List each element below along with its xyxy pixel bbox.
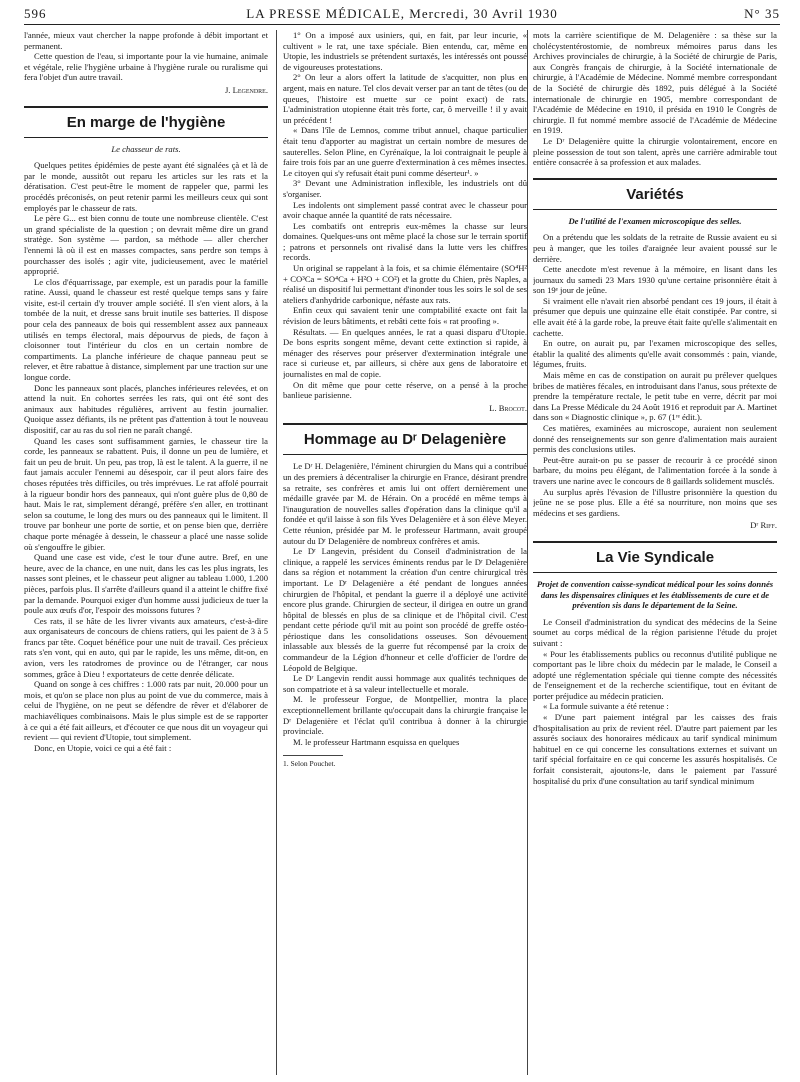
paragraph: Le père G... est bien connu de toute une nombreuse clientèle. C'est un grand spécialiste de la question ; on devrait même dire un grand stratège. Son système — pardon, sa méthode — aller chercher l'ennemi là où il est en masses compactes, sans perdre son temps à pourchasser des isolés ; agir vite, judicieusement, avec le matériel approprié. xyxy=(24,213,268,277)
article-subtitle: Projet de convention caisse-syndicat médical pour les soins donnés dans les dispensaires cliniques et les établissements de cure et de prévention sis dans le département de la Seine. xyxy=(536,578,774,611)
section-title: La Vie Syndicale xyxy=(595,548,715,566)
paragraph: Le Dʳ H. Delagenière, l'éminent chirurgien du Mans qui a contribué un des premiers à décentraliser la chirurgie en France, désirant prendre sa retraite, ses confrères et amis lui ont offert dernièrement une médaille gravée par M. de Hérain. On a procédé en même temps à l'inauguration de nouvelles salles d'opération dans la clinique qu'il a fondée et qu'il laisse à son fils Yves Delagenière et à son élève Meyer. Cette réunion, présidée par M. le professeur Hartmann, avait groupé autour du Dʳ Delagenière de nombreux confrères et amis. xyxy=(283,461,527,546)
author-signature: J. Legendre. xyxy=(224,84,268,95)
paragraph: Donc les panneaux sont placés, planches inférieures relevées, et on attend la nuit. En cohortes serrées les rats, qui ont été sont des animaux aux habitudes régulières, arrivent au festin journalier. Quoique assez défiants, ils ne prêtent pas d'attention à tout le nouveau dispositif, car au ras du sol rien ne paraît changé. xyxy=(24,382,268,435)
page-number: 596 xyxy=(24,6,47,21)
paragraph: Si vraiment elle n'avait rien absorbé pendant ces 19 jours, il était à présumer que depuis une quinzaine elle était constipée. Par contre, si elle avait été à la garde robe, la preuve était faite qu'elle s'alimentait en cachette. xyxy=(533,295,777,338)
paragraph: 3° Devant une Administration inflexible, les industriels ont dû s'organiser. xyxy=(283,178,527,199)
paragraph: Ces rats, il se hâte de les livrer vivants aux amateurs, c'est-à-dire aux organisateurs de concours de chiens ratiers, qui les paient de 3 à 5 francs par tête. Coquet bénéfice pour une nuit de travail. Ces précieux rats s'en vont, qui en auto, qui par le rapide, les uns même, dit-on, en avion, vers les ratodromes de province ou de l'étranger, car nous sommes, grâce à Dieu ! exportateurs de cette denrée délicate. xyxy=(24,615,268,679)
paragraph: 1° On a imposé aux usiniers, qui, en fait, par leur incurie, « cultivent » le rat, une taxe spéciale. Bien entendu, car, même en Utopie, les industriels se prétendent surtaxés, les intéressés ont poussé de vigoureuses protestations. xyxy=(283,30,527,72)
paragraph: Cette question de l'eau, si importante pour la vie humaine, animale et végétale, relie l'hygiène urbaine à l'hygiène rurale ou ruralisme qui fera l'objet d'un autre travail. xyxy=(24,51,268,83)
paragraph: « La formule suivante a été retenue : xyxy=(543,701,669,712)
section-header xyxy=(24,106,268,138)
paragraph: Le Conseil d'administration du syndicat des médecins de la Seine soumet au corps médical de la région parisienne l'étude du projet suivant : xyxy=(533,616,777,648)
column-divider xyxy=(276,30,277,1075)
issue-number: N° 35 xyxy=(744,6,780,21)
paragraph: Le clos d'équarrissage, par exemple, est un paradis pour la famille ratine. Aussi, quand le chasseur est resté quelque temps sans y faire visite, est-il certain d'y trouver ample société. Il s'en vient alors, à la tombée de la nuit, et dresse sans bruit inutile ses batteries. Il dispose pour cela des panneaux de bois qui ressemblent assez aux panneaux utilisés en temps électoral, mais dépourvus de pieds, de façon à cloisonner tout l'intérieur du clos en un certain nombre de compartiments. La planche inférieure de chaque panneau peut se relever, et être rabattue à distance, simplement par une traction sur une longue corde. xyxy=(24,276,268,383)
paragraph: En outre, on aurait pu, par l'examen microscopique des selles, établir la qualité des aliments qu'elle avait consommés : pain, viande, légumes, fruits. xyxy=(533,338,777,370)
section-header xyxy=(533,178,777,210)
paragraph: Peut-être aurait-on pu se passer de recourir à ce procédé sinon barbare, du moins peu élégant, de l'alimentation forcée à la sonde à travers une narine avec le concours de 8 gaillards solidement musclés. xyxy=(533,454,777,486)
column-2 xyxy=(283,30,527,1075)
paragraph: Mais même en cas de constipation on aurait pu prélever quelques bribes de matières fécales, en introduisant dans l'anus, sous prétexte de prendre la température rectale, le petit tube en verre, décrit par moi dans La Presse Médicale du 24 Août 1916 et reproduit par A. Martinet dans son « Diagnostic clinique », p. 67 (1ʳᵉ édit.). xyxy=(533,370,777,423)
article-subtitle: Le chasseur de rats. xyxy=(111,143,181,154)
paragraph: l'année, mieux vaut chercher la nappe profonde à débit important et permanent. xyxy=(24,30,268,51)
paragraph: M. le professeur Hartmann esquissa en quelques xyxy=(293,736,460,747)
author-signature: L. Brocot. xyxy=(489,402,527,413)
paragraph: Un original se rappelant à la fois, et sa chimie élémentaire (SO⁴H² + CO³Ca = SO⁴Ca + H²O + CO²) et la grotte du Chien, près Naples, a réalisé un dispositif lui permettant d'inonder tous les soirs le sol de ses ateliers d'anhydride carbonique, néfaste aux rats. xyxy=(283,263,527,305)
paragraph: Donc, en Utopie, voici ce qui a été fait : xyxy=(34,742,172,753)
paragraph: Le Dʳ Delagenière quitte la chirurgie volontairement, encore en pleine possession de tout son talent, après une carrière admirable tout entière consacrée à sa profession et aux malades. xyxy=(533,135,777,168)
paragraph: Les indolents ont simplement passé contrat avec le chasseur pour avoir chaque année la quantité de rats nécessaire. xyxy=(283,199,527,221)
footnote-rule xyxy=(283,755,343,756)
article-subtitle: De l'utilité de l'examen microscopique des selles. xyxy=(568,215,742,226)
section-header xyxy=(533,541,777,573)
quotation: « Dans l'île de Lemnos, comme tribut annuel, chaque particulier était tenu d'apporter au magistrat un certain nombre de mesures de sauterelles. Selon Pline, en Cyrénaïque, la loi contraignait le peuple à faire trois fois par an une guerre d'extermination à ces mêmes insectes. Le citoyen qui s'y refusait était puni comme déserteur¹. » xyxy=(283,125,527,178)
paragraph: Quand on songe à ces chiffres : 1.000 rats par nuit, 20.000 pour un mois, et qu'on se place non plus au point de vue du commerce, mais à celui de l'hygiène, on ne peut se défendre de rêver et d'élaborer de machiavéliques combinaisons. Mais le plus simple est de se rapporter à ce qui a été fait ailleurs, et d'écouter ce que nous dit un voyageur qui revient — qui revient d'Utopie, tout simplement. xyxy=(24,679,268,743)
paragraph: M. le professeur Forgue, de Montpellier, montra la place exceptionnellement brillante qu'occupait dans la chirurgie française le Dʳ Delagenière et l'éclat qu'il contribua à donner à la chirurgie provinciale. xyxy=(283,694,527,737)
column-1 xyxy=(24,30,268,1075)
section-title: Hommage au Dʳ Delagenière xyxy=(303,431,507,449)
paragraph: Quand une case est vide, c'est le tour d'une autre. Bref, en une heure, avec de la chance, en une nuit, dans les cas les plus ingrats, les nasses sont pleines, et le chasseur peut aligner au tableau 1.000, 1.200 pièces, parfois plus. Il s'arrête d'ailleurs quand il a atteint le chiffre fixé par la demande. Pourquoi exiger d'un homme aussi judicieux de tuer la poule aux œufs d'or, l'espoir des moissons futures ? xyxy=(24,552,268,616)
paragraph: Le Dʳ Langevin, président du Conseil d'administration de la clinique, a rappelé les services éminents rendus par le Dʳ Delagenière dans sa région et notamment la création d'un centre chirurgical très important. Le Dʳ Delagenière a été pendant de longues années chirurgien de l'hôpital, et pendant la guerre il a déployé une activité encore plus grande. Chirurgien de secteur, il dirigea en outre un grand hôpital de blessés en plus de sa clinique et de l'hôpital civil. C'est pendant cette période qu'il mit au point son procédé de greffe ostéo-périostique dans les consolidations osseuses. Son dévouement inlassable aux blessés de la guerre fut récompensé par la croix de commandeur de la Légion d'honneur et celle d'officier de l'ordre de Léopold de Belgique. xyxy=(283,546,527,673)
paragraph: Résultats. — En quelques années, le rat a quasi disparu d'Utopie. De bons esprits songent même, devant cette extinction si rapide, à ménager des réserves pour préserver d'extermination intégrale une race si curieuse et, par ailleurs, si chère aux gens de laboratoire et journalistes en mal de copie. xyxy=(283,326,527,379)
section-title: En marge de l'hygiène xyxy=(66,113,226,131)
paragraph: Enfin ceux qui savaient tenir une comptabilité exacte ont fait la révision de leurs bâtiments, et rebâti cette fois « rat proofing ». xyxy=(283,305,527,327)
paragraph: Le Dʳ Langevin rendit aussi hommage aux qualités techniques de son compatriote et à sa valeur intellectuelle et morale. xyxy=(283,673,527,694)
journal-title: LA PRESSE MÉDICALE, Mercredi, 30 Avril 1930 xyxy=(246,6,558,21)
paragraph: « D'une part paiement intégral par les caisses des frais d'hospitalisation au prix de revient réel. D'autre part paiement par les assurés sociaux des honoraires médicaux au tarif syndical minimum habituel en ce qui concerne les consultations externes et suivant un tarif spécial forfaitaire en ce qui concerne les assurés hospitalisés. Ce forfait consisterait, ajoutons-le, dans le paiement par l'assuré hospitalisé du prix d'une consultation au tarif syndical minimum xyxy=(533,712,777,786)
section-header xyxy=(283,423,527,455)
header-rule xyxy=(24,24,780,25)
footnote: 1. Selon Pouchet. xyxy=(283,759,336,769)
paragraph: 2° On leur a alors offert la latitude de s'acquitter, non plus en argent, mais en nature. Tel clos devait verser par an tant de têtes (ou de queues, l'histoire est muette sur ce point exact) de rats. L'administration utopienne était très forte, car, ô merveille ! il y avait un précédent ! xyxy=(283,72,527,125)
page-header xyxy=(24,6,780,26)
paragraph: Au surplus après l'évasion de l'illustre prisonnière la question du jeûne ne se pose plus. Elle a été sa nourriture, non moins que ses médecins et ses gardiens. xyxy=(533,486,777,518)
paragraph: On a prétendu que les soldats de la retraite de Russie avaient eu si peu à manger, que les toiles d'araignée leur avaient poussé sur le derrière. xyxy=(533,232,777,264)
author-signature: Dʳ Riff. xyxy=(750,520,777,531)
paragraph: Cette anecdote m'est revenue à la mémoire, en lisant dans les journaux du samedi 23 Mars 1930 qu'une certaine prisonnière était à son 19ᵉ jour de jeûne. xyxy=(533,264,777,296)
paragraph: « Pour les établissements publics ou reconnus d'utilité publique ne comportant pas le libre choix du médecin par le malade, le Conseil a adopté une réglementation spéciale qui tienne compte des nécessités de l'enseignement et de la recherche scientifique, tout en évitant de porter préjudice au médecin praticien. xyxy=(533,648,777,701)
paragraph: On dit même que pour cette réserve, on a pensé à la proche banlieue parisienne. xyxy=(283,379,527,401)
paragraph: Quelques petites épidémies de peste ayant été signalées çà et là de par le monde, aussitôt out reparu les articles sur les rats et la dératisation. C'est peut-être le moment de rappeler que, parmi les procédés préconisés, on peut retenir parmi les meilleurs ceux qui sont employés par le chasseur de rats. xyxy=(24,160,268,213)
column-divider xyxy=(527,30,528,1075)
paragraph: Quand les cases sont suffisamment garnies, le chasseur tire la corde, les panneaux se rabattent. Puis, il donne un peu de lumière, et fait un peu de bruit. Un peu, pas trop, là est le talent. A la guerre, il ne faut jamais acculer l'ennemi au désespoir, car il peut alors faire des choses réputées très difficiles, ou très imprévues. Le rat affolé pourrait à la rigueur bondir hors des panneaux, qui n'ont guère plus de 0,80 de haut. Mais le rat, simplement dérangé, préfère s'en aller, en trottinant selon sa coutume, le long des murs ou des panneaux qui le limitent. Il trouve par bonheur une porte de sortie, et on pense bien que, derrière chaque porte ménagée à dessein, le chasseur a placé une nasse solide où s'engouffre le gibier. xyxy=(24,435,268,552)
paragraph: Ces matières, examinées au microscope, auraient non seulement donné des renseignements sur son genre d'alimentation mais auraient permis des conclusions utiles. xyxy=(533,423,777,455)
paragraph: mots la carrière scientifique de M. Delagenière : sa thèse sur la cholécystentérostomie, de nombreux mémoires parus dans les Archives provinciales de chirurgie, à la Société de chirurgie de Paris, aux Congrès français de chirurgie, à la Société internationale de chirurgie, à l'Académie de Médecine. Nommé membre correspondant de la Société de chirurgie dès 1892, puis délégué à la Société internationale de chirurgie en 1905, membre correspondant de l'Académie de Médecine en 1910, il présida en 1910 le Congrès de chirurgie. Il fut nommé membre associé de l'Académie de Médecine en 1919. xyxy=(533,30,777,136)
section-title: Variétés xyxy=(626,185,684,203)
column-3 xyxy=(533,30,777,1075)
paragraph: Les combatifs ont entrepris eux-mêmes la chasse sur leurs domaines. Quelques-uns ont même placé la chose sur le terrain sportif ; patrons et personnels ont rivalisé dans la lutte vers les chiffres records. xyxy=(283,220,527,263)
